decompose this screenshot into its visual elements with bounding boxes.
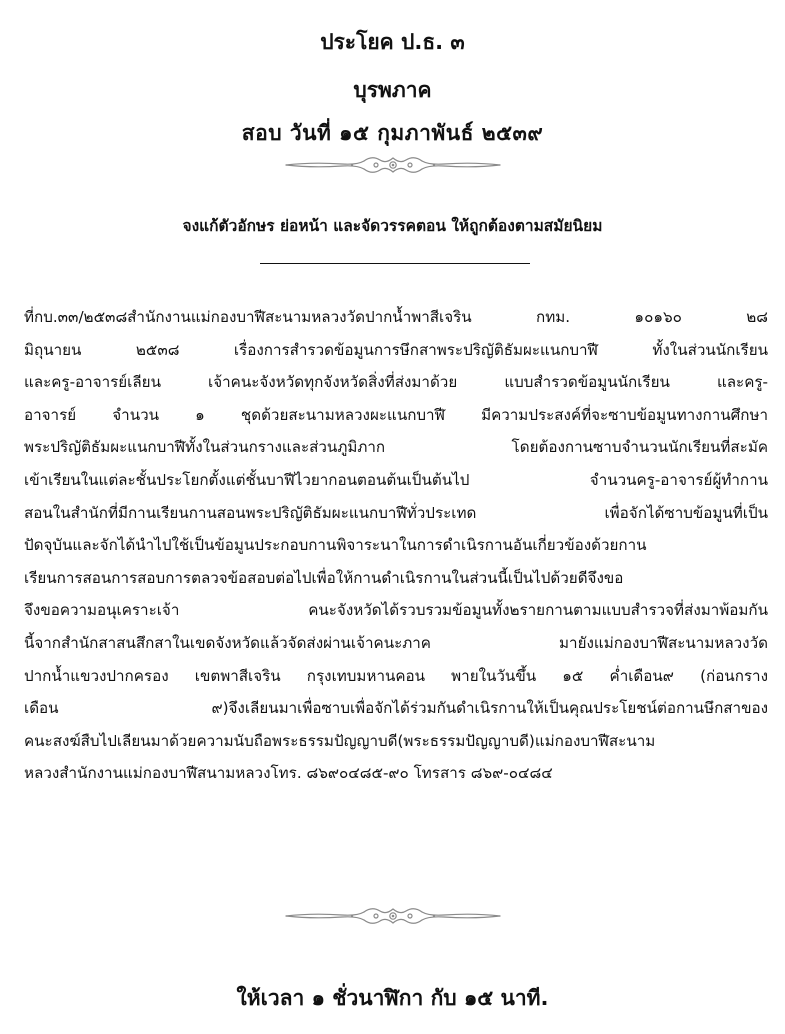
passage-line: จึงขอความอนุเคราะเจ้า คนะจังหวัดได้รวบรวมข้อมูนทั้ง๒รายกานตามแบบสำรวจที่ส่งมาพ้อมกัน (24, 601, 768, 620)
passage-line: มิถุนายน ๒๕๓๘ เรื่องการสำรวดข้อมูนการษึกสาพระปริญัติธัมผะแนกบาฬี ทั้งในส่วนนักเรียน (24, 340, 768, 359)
passage-line: เดือน ๙)จึงเลียนมาเพื่อซาบเพื่อจักได้ร่วมกันดำเนิรกานให้เป็นคุณประโยชน์ต่อกานษึกสาของ (24, 699, 768, 718)
exam-passage (24, 301, 768, 790)
passage-line: ปัดจุบันและจักได้นำไปใช้เป็นข้อมูนประกอบกานพิจาระนาในการดำเนิรกานอันเกี่ยวข้องด้วยกาน (24, 536, 647, 555)
passage-line: หลวงสำนักงานแม่กองบาฬีสนามหลวงโทร. ๘๖๙๐๔๘๕-๙๐ โทรสาร ๘๖๙-๐๔๘๔ (24, 764, 553, 783)
passage-line: ที่กบ.๓๓/๒๕๓๘สำนักงานแม่กองบาฬีสะนามหลวงวัดปากน้ำพาสีเจริน กทม. ๑๐๑๖๐ ๒๘ (24, 308, 768, 326)
passage-line: สอนในสำนักที่มีกานเรียนกานสอนพระปริญัติธัมผะแนกบาฬีทั่วประเทด เพื่อจักได้ซาบข้อมูนที่เป็น (24, 503, 768, 522)
passage-line: พระปริญัติธัมผะแนกบาฬีทั้งในส่วนกรางและส่วนภูมิภาก โดยต้องกานซาบจำนวนนักเรียนที่สะมัค (24, 438, 768, 457)
instruction-text: จงแก้ตัวอักษร ย่อหน้า และจัดวรรคตอน ให้ถูกต้องตามสมัยนิยม (182, 217, 603, 235)
passage-line: เข้าเรียนในแต่ละชั้นประโยกตั้งแต่ชั้นบาฬีไวยากอนตอนต้นเป็นต้นไป จำนวนครู-อาจารย์ผู้ทำกาน (24, 470, 768, 489)
time-allowed: ให้เวลา ๑ ชั่วนาฬิกา กับ ๑๕ นาที. (236, 986, 549, 1010)
floral-divider-icon (282, 152, 504, 178)
exam-date: สอบ วันที่ ๑๕ กุมภาพันธ์ ๒๕๓๙ (241, 121, 544, 145)
passage-line: คนะสงฆ์สืบไปเลียนมาด้วยความนับถือพระธรรมปัญญาบดี(พระธรรมปัญญาบดี)แม่กองบาฬีสะนาม (24, 731, 656, 750)
passage-line: อาจารย์ จำนวน ๑ ชุดด้วยสะนามหลวงผะแนกบาฬี มีความประสงค์ที่จะซาบข้อมูนทางกานศึกษา (24, 405, 768, 424)
passage-line: ปากน้ำแขวงปากครอง เขตพาสีเจริน กรุงเทบมหานคอน พายในวันขึ้น ๑๕ ค่ำเดือน๙ (ก่อนกราง (24, 666, 768, 685)
exam-title: ประโยค ป.ธ. ๓ (320, 30, 465, 54)
passage-line: และครู-อาจารย์เลียน เจ้าคนะจังหวัดทุกจังหวัดสิ่งที่ส่งมาด้วย แบบสำรวดข้อมูนนักเรียน และครู- (24, 373, 768, 392)
passage-line: นี้จากสำนักสาสนสึกสาในเขดจังหวัดแล้วจัดส่งผ่านเจ้าคนะภาค มายังแม่กองบาฬีสะนามหลวงวัด (24, 633, 768, 652)
floral-divider-icon (282, 903, 504, 929)
passage-line: เรียนการสอนการสอบการตลวจข้อสอบต่อไปเพื่อให้กานดำเนิรกานในส่วนนี้เป็นไปด้วยดีจึงขอ (24, 568, 624, 587)
exam-subtitle: บุรพภาค (353, 78, 432, 102)
divider-line (260, 263, 530, 264)
